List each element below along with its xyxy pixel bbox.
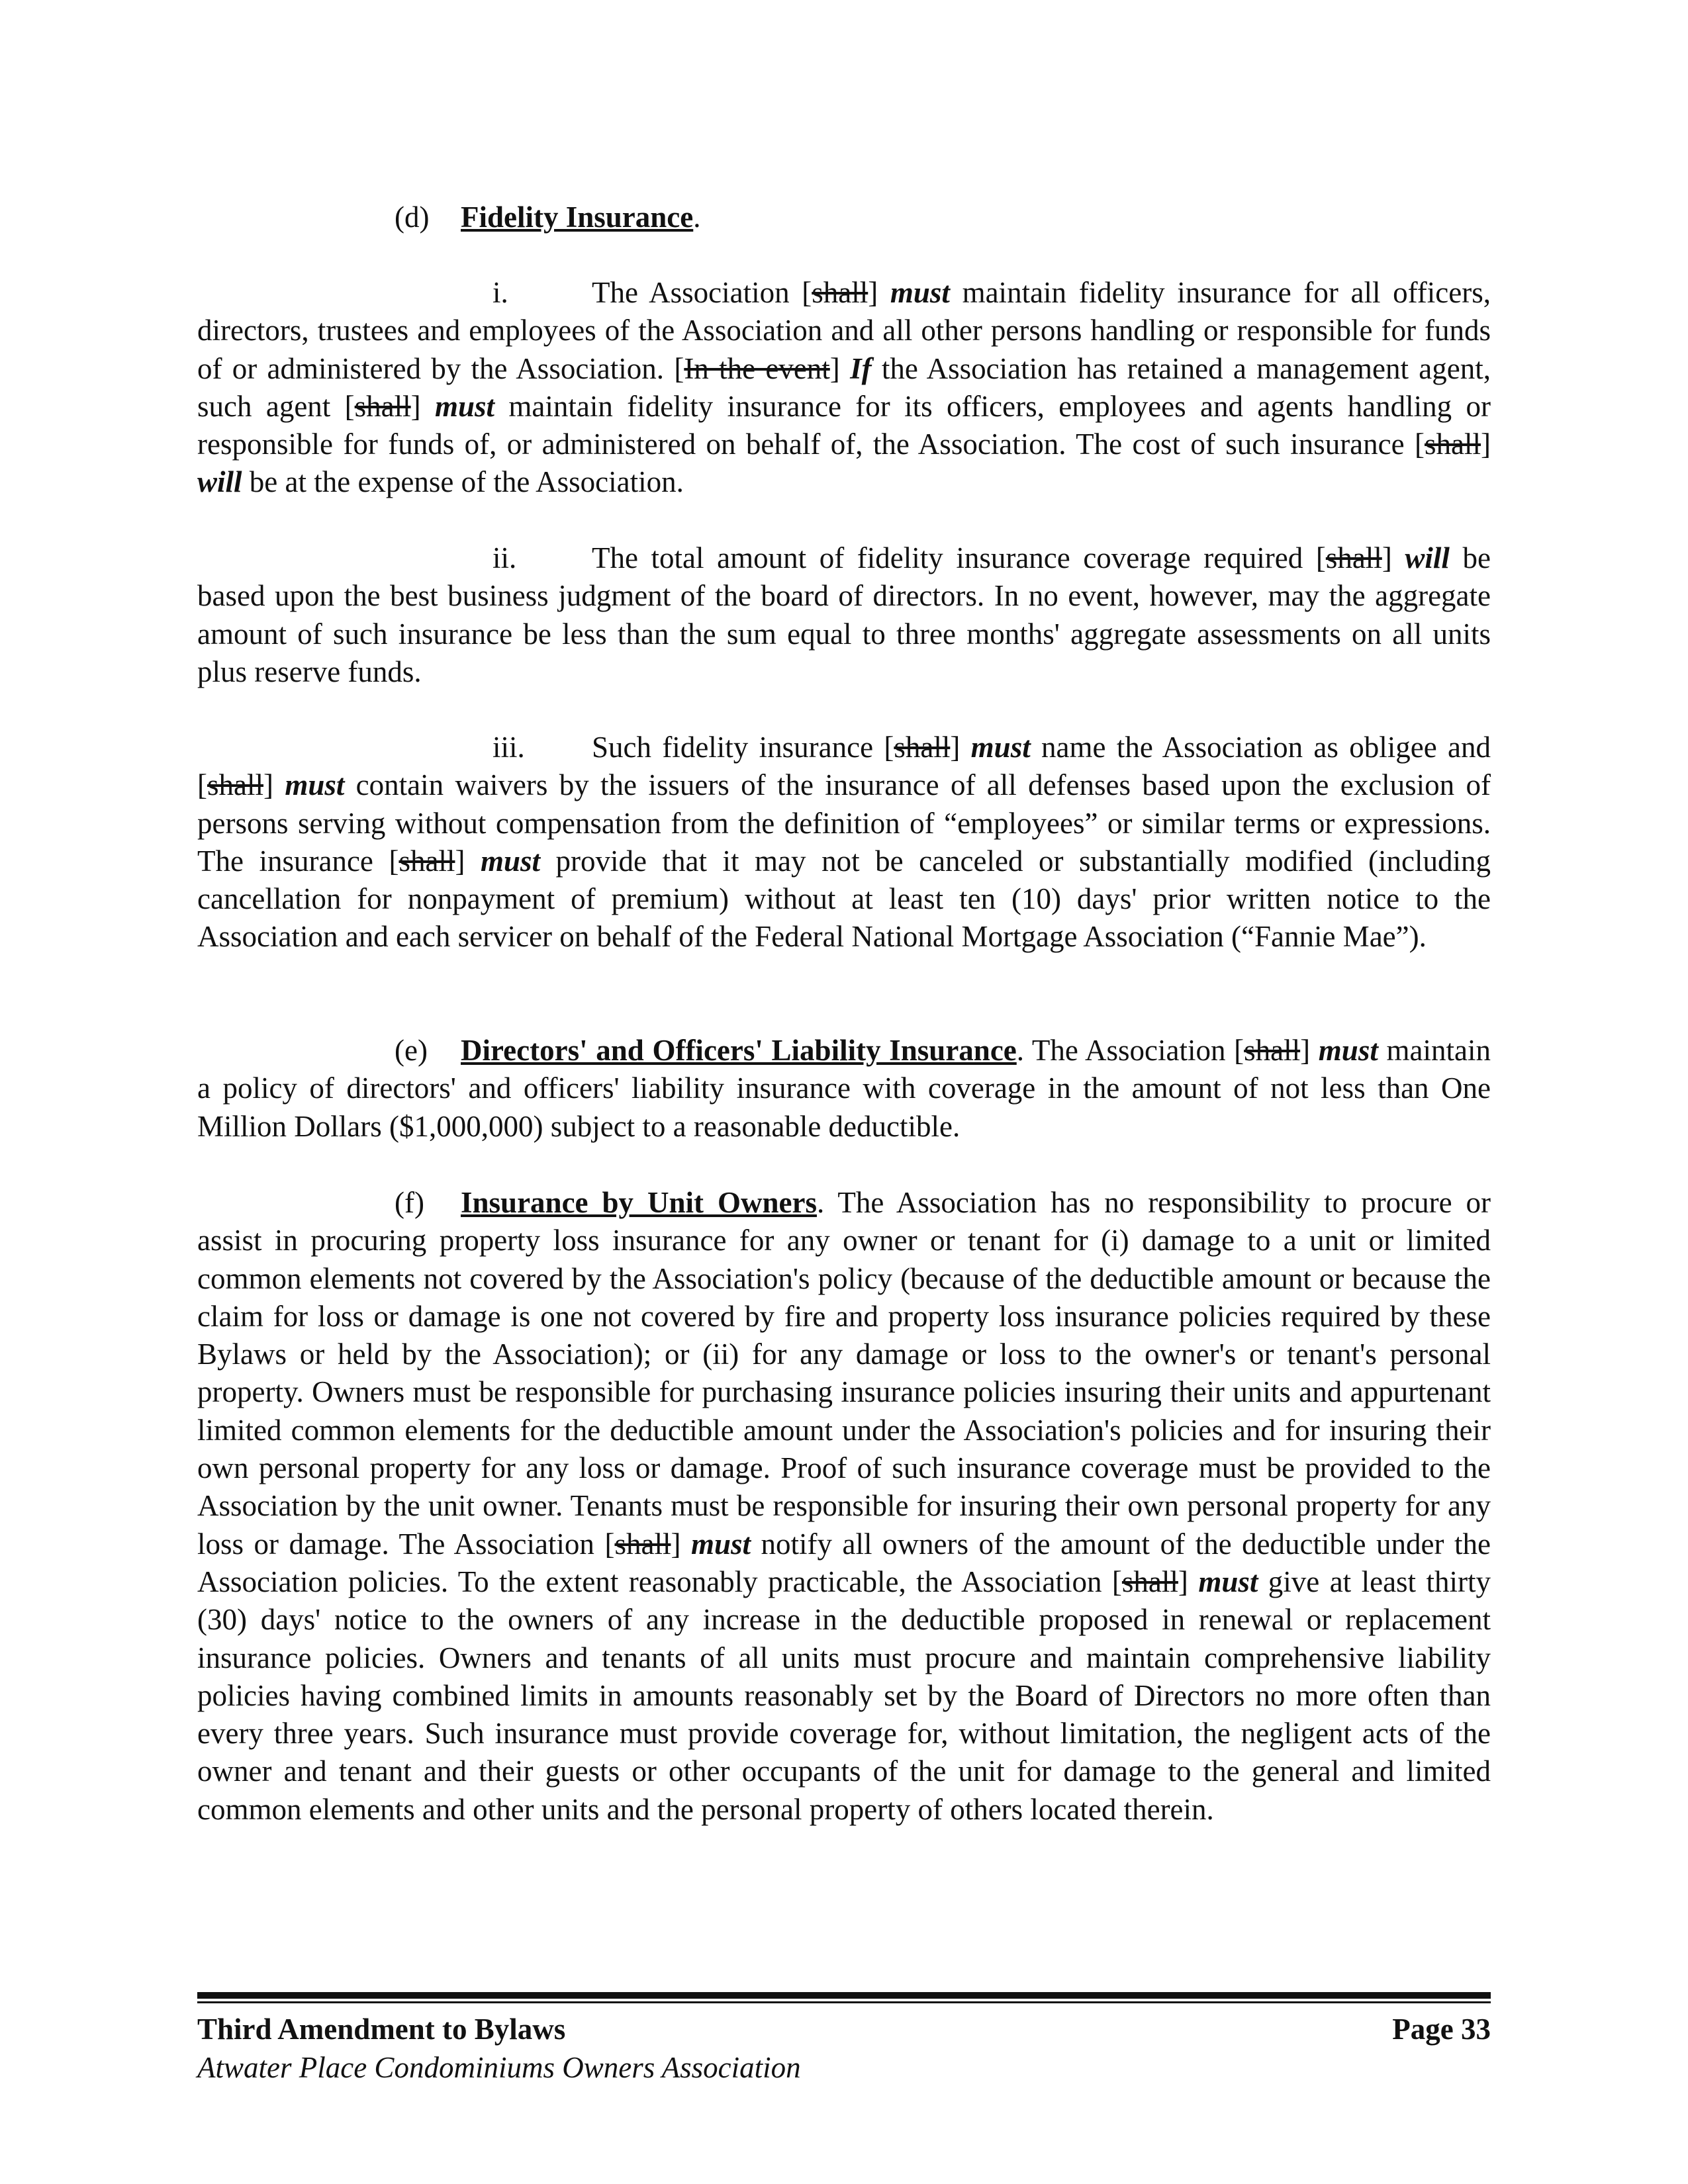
strikethrough-text: In the event bbox=[684, 351, 830, 385]
inserted-text: must bbox=[890, 276, 950, 309]
footer-rule-thick bbox=[197, 1992, 1491, 1999]
section-f-title: Insurance by Unit Owners bbox=[461, 1186, 817, 1219]
strikethrough-text: shall bbox=[1325, 541, 1382, 574]
item-number: iii. bbox=[492, 731, 525, 764]
paragraph-d-ii: ii. The total amount of fidelity insurance coverage required [shall] will be based upon the best business judgment of the board of directors. In no event, however, may the aggregate amount of such insurance be less than the sum equal to three months' aggregate assessments on all units plus reserve funds. bbox=[197, 539, 1491, 691]
inserted-text: must bbox=[1198, 1565, 1258, 1598]
paragraph-d-iii: iii. Such fidelity insurance [shall] must name the Association as obligee and [shall] must contain waivers by the issuers of the insurance of all defenses based upon the exclusion of persons serving without compensation from the definition of “employees” or similar terms or expressions. The insurance [shall] must provide that it may not be canceled or substantially modified (including cancellation for nonpayment of premium) without at least ten (10) days' prior written notice to the Association and each servicer on behalf of the Federal National Mortgage Association (“Fannie Mae”). bbox=[197, 729, 1491, 956]
inserted-text: must bbox=[480, 844, 540, 878]
item-number: ii. bbox=[492, 541, 517, 574]
inserted-text: will bbox=[197, 465, 242, 499]
section-d-heading: (d) Fidelity Insurance. bbox=[395, 199, 701, 236]
inserted-text: must bbox=[690, 1527, 751, 1561]
inserted-text: must bbox=[1318, 1034, 1378, 1067]
section-d-label: (d) bbox=[395, 201, 430, 234]
inserted-text: If bbox=[850, 351, 872, 385]
footer-rule-thin bbox=[197, 2001, 1491, 2003]
section-e-title: Directors' and Officers' Liability Insurance bbox=[461, 1034, 1017, 1067]
strikethrough-text: shall bbox=[354, 389, 411, 423]
footer-document-title: Third Amendment to Bylaws bbox=[197, 2013, 566, 2046]
strikethrough-text: shall bbox=[1121, 1565, 1178, 1598]
inserted-text: must bbox=[285, 768, 345, 802]
strikethrough-text: shall bbox=[1425, 428, 1481, 461]
paragraph-f: (f) Insurance by Unit Owners. The Association has no responsibility to procure or assist in procuring property loss insurance for any owner or tenant for (i) damage to a unit or limited common elements not covered by the Association's policy (because of the deductible amount or because the claim for loss or damage is one not covered by fire and property loss insurance policies required by these Bylaws or held by the Association); or (ii) for any damage or loss to the owner's or tenant's personal property. Owners must be responsible for purchasing insurance policies insuring their units and appurtenant limited common elements for the deductible amount under the Association's policies and for insuring their own personal property for any loss or damage. Proof of such insurance coverage must be provided to the Association by the unit owner. Tenants must be responsible for insuring their own personal property for any loss or damage. The Association [shall] must notify all owners of the amount of the deductible under the Association policies. To the extent reasonably practicable, the Association [shall] must give at least thirty (30) days' notice to the owners of any increase in the deductible proposed in renewal or replacement insurance policies. Owners and tenants of all units must procure and maintain comprehensive liability policies having combined limits in amounts reasonably set by the Board of Directors no more often than every three years. Such insurance must provide coverage for, without limitation, the negligent acts of the owner and tenant and their guests or other occupants of the unit for damage to the general and limited common elements and other units and the personal property of others located therein. bbox=[197, 1184, 1491, 1829]
strikethrough-text: shall bbox=[614, 1527, 671, 1561]
paragraph-d-i: i. The Association [shall] must maintain fidelity insurance for all officers, directors, trustees and employees of the Association and all other persons handling or responsible for funds of or administered by the Association. [In the event] If the Association has retained a management agent, such agent [shall] must maintain fidelity insurance for its officers, employees and agents handling or responsible for funds of, or administered on behalf of, the Association. The cost of such insurance [shall] will be at the expense of the Association. bbox=[197, 274, 1491, 502]
paragraph-e: (e) Directors' and Officers' Liability Insurance. The Association [shall] must maintain a policy of directors' and officers' liability insurance with coverage in the amount of not less than One Million Dollars ($1,000,000) subject to a reasonable deductible. bbox=[197, 1032, 1491, 1146]
strikethrough-text: shall bbox=[207, 768, 263, 802]
inserted-text: must bbox=[434, 389, 495, 423]
strikethrough-text: shall bbox=[812, 276, 868, 309]
inserted-text: must bbox=[970, 731, 1031, 764]
strikethrough-text: shall bbox=[399, 844, 455, 878]
item-number: i. bbox=[492, 276, 508, 309]
section-f-label: (f) bbox=[395, 1186, 424, 1219]
strikethrough-text: shall bbox=[894, 731, 951, 764]
section-d-title: Fidelity Insurance bbox=[461, 201, 694, 234]
footer-association-name: Atwater Place Condominiums Owners Association bbox=[197, 2051, 801, 2084]
strikethrough-text: shall bbox=[1244, 1034, 1301, 1067]
inserted-text: will bbox=[1405, 541, 1450, 574]
section-e-label: (e) bbox=[395, 1034, 428, 1067]
footer-page-number: Page 33 bbox=[1392, 2013, 1491, 2046]
